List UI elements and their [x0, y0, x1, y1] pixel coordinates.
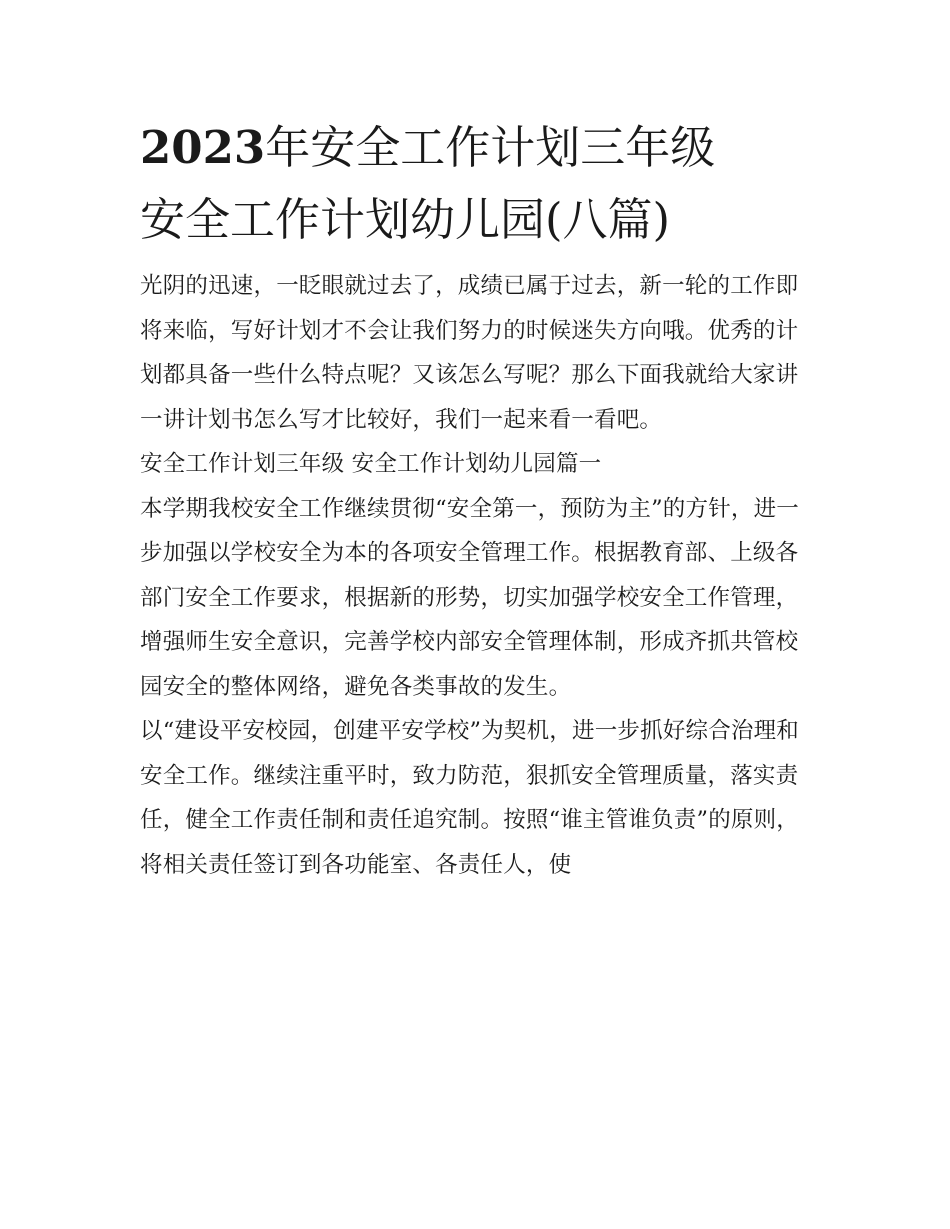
title-line-1: [140, 112, 820, 184]
title-line-1-text: 年安全工作计划三年级: [265, 121, 716, 174]
document-title: [140, 112, 820, 256]
title-line-2: 安全工作计划幼儿园(八篇): [140, 193, 671, 246]
intro-paragraph: 光阴的迅速，一眨眼就过去了，成绩已属于过去，新一轮的工作即将来临，写好计划才不会让我们努力的时候迷失方向哦。优秀的计划都具备一些什么特点呢？又该怎么写呢？那么下面我就给大家讲一讲计划书怎么写才比较好，我们一起来看一看吧。: [140, 273, 799, 433]
section-heading: 安全工作计划三年级 安全工作计划幼儿园篇一: [140, 451, 602, 477]
body-paragraph-3: 以“建设平安校园，创建平安学校”为契机，进一步抓好综合治理和安全工作。继续注重平时，致力防范，狠抓安全管理质量，落实责任，健全工作责任制和责任追究制。按照“谁主管谁负责”的原则，将相关责任签订到各功能室、各责任人，使: [140, 718, 800, 878]
title-year: 2023: [140, 121, 266, 174]
body-paragraph-2: 本学期我校安全工作继续贯彻“安全第一，预防为主”的方针，进一步加强以学校安全为本的各项安全管理工作。根据教育部、上级各部门安全工作要求，根据新的形势，切实加强学校安全工作管理，增强师生安全意识，完善学校内部安全管理体制，形成齐抓共管校园安全的整体网络，避免各类事故的发生。: [140, 495, 800, 700]
document-page: [140, 112, 820, 887]
